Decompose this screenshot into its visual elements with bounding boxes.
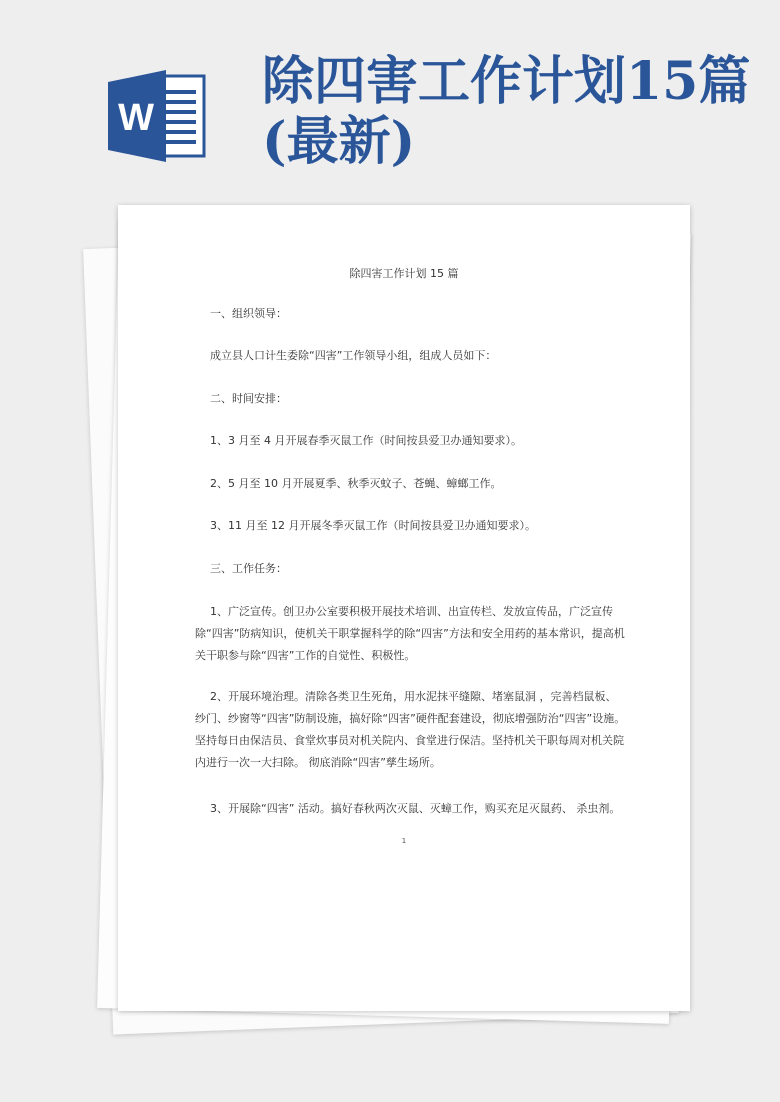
paragraph: 2、开展环境治理。清除各类卫生死角，用水泥抹平缝隙、堵塞鼠洞 ，完善档鼠板、纱门、纱窗等“四害”防制设施，搞好除“四害”硬件配套建设，彻底增强防治“四害”设施。坚持每日由保洁员、食堂炊事员对机关院内、食堂进行保洁。坚持机关干职每周对机关院内进行一次一大扫除。 彻底消除“四害”孳生场所。 — [195, 690, 626, 769]
svg-text:W: W — [118, 97, 154, 139]
document-page — [118, 205, 690, 1011]
paragraph: 二、时间安排： — [210, 392, 287, 405]
page-title: 除四害工作计划15篇(最新) — [262, 51, 751, 172]
word-document-icon — [108, 70, 206, 162]
paragraph: 成立县人口计生委除“四害”工作领导小组，组成人员如下： — [210, 349, 497, 362]
paragraph: 1、3 月至 4 月开展春季灭鼠工作（时间按县爱卫办通知要求）。 — [210, 434, 522, 447]
document-heading: 除四害工作计划 15 篇 — [349, 267, 459, 280]
paragraph: 1、广泛宣传。创卫办公室要积极开展技术培训、出宣传栏、发放宣传品，广泛宣传除“四害”防病知识，使机关干职掌握科学的除“四害”方法和安全用药的基本常识，提高机关干职参与除“四害”工作的自觉性、积极性。 — [195, 605, 625, 662]
paragraph: 2、5 月至 10 月开展夏季、秋季灭蚊子、苍蝇、蟑螂工作。 — [210, 477, 502, 490]
paragraph: 一、组织领导： — [210, 307, 287, 320]
paragraph: 三、工作任务： — [210, 562, 287, 575]
page-number: 1 — [401, 837, 407, 845]
paragraph: 3、开展除“四害” 活动。搞好春秋两次灭鼠、灭蟑工作，购买充足灭鼠药、 杀虫剂。 — [210, 802, 621, 815]
paragraph: 3、11 月至 12 月开展冬季灭鼠工作（时间按县爱卫办通知要求）。 — [210, 519, 536, 532]
